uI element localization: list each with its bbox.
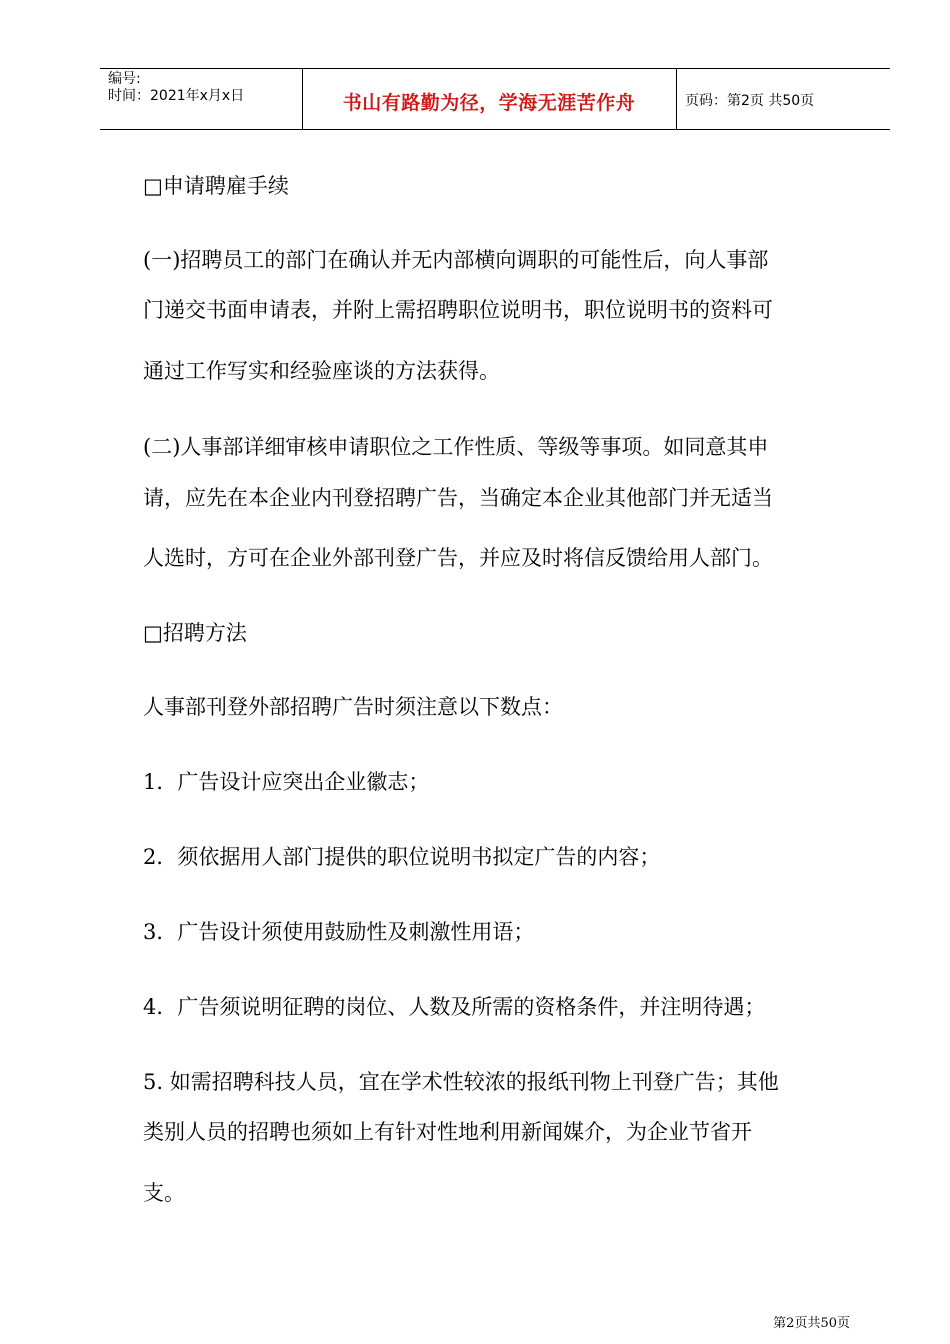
- page-header: [100, 68, 890, 130]
- list-item-5-line-2: 类别人员的招聘也须如上有针对性地利用新闻媒介，为企业节省开: [143, 1120, 752, 1144]
- list-intro: 人事部刊登外部招聘广告时须注意以下数点：: [143, 695, 563, 719]
- list-item-1: 1．广告设计应突出企业徽志；: [143, 770, 430, 794]
- paragraph-1-line-3: 通过工作写实和经验座谈的方法获得。: [143, 359, 500, 383]
- list-item-5-line-3: 支。: [143, 1181, 185, 1205]
- page-footer-page-number: 第2页共50页: [773, 1316, 850, 1331]
- header-meta-cell: [100, 69, 303, 129]
- paragraph-1-line-2: 门递交书面申请表，并附上需招聘职位说明书，职位说明书的资料可: [143, 298, 773, 322]
- list-item-3: 3．广告设计须使用鼓励性及刺激性用语；: [143, 920, 535, 944]
- paragraph-2-line-2: 请，应先在本企业内刊登招聘广告，当确定本企业其他部门并无适当: [143, 486, 773, 510]
- section-heading-hiring-procedure: □申请聘雇手续: [143, 174, 289, 198]
- list-item-4: 4．广告须说明征聘的岗位、人数及所需的资格条件，并注明待遇；: [143, 995, 766, 1019]
- document-number-label: 编号:: [108, 71, 141, 87]
- section-heading-recruiting-methods: □招聘方法: [143, 621, 247, 645]
- paragraph-2-line-3: 人选时，方可在企业外部刊登广告，并应及时将信反馈给用人部门。: [143, 546, 773, 570]
- paragraph-1-line-1: (一)招聘员工的部门在确认并无内部横向调职的可能性后，向人事部: [143, 248, 769, 272]
- header-motto: 书山有路勤为径，学海无涯苦作舟: [342, 92, 636, 114]
- document-date-label: 时间：2021年x月x日: [108, 88, 245, 104]
- list-item-2: 2．须依据用人部门提供的职位说明书拟定广告的内容；: [143, 845, 661, 869]
- paragraph-2-line-1: (二)人事部详细审核申请职位之工作性质、等级等事项。如同意其申: [143, 435, 769, 459]
- header-motto-cell: [302, 69, 677, 129]
- header-page-info: 页码：第2页 共50页: [685, 93, 815, 109]
- header-page-cell: [677, 69, 890, 129]
- list-item-5-line-1: 5. 如需招聘科技人员，宜在学术性较浓的报纸刊物上刊登广告；其他: [143, 1070, 779, 1094]
